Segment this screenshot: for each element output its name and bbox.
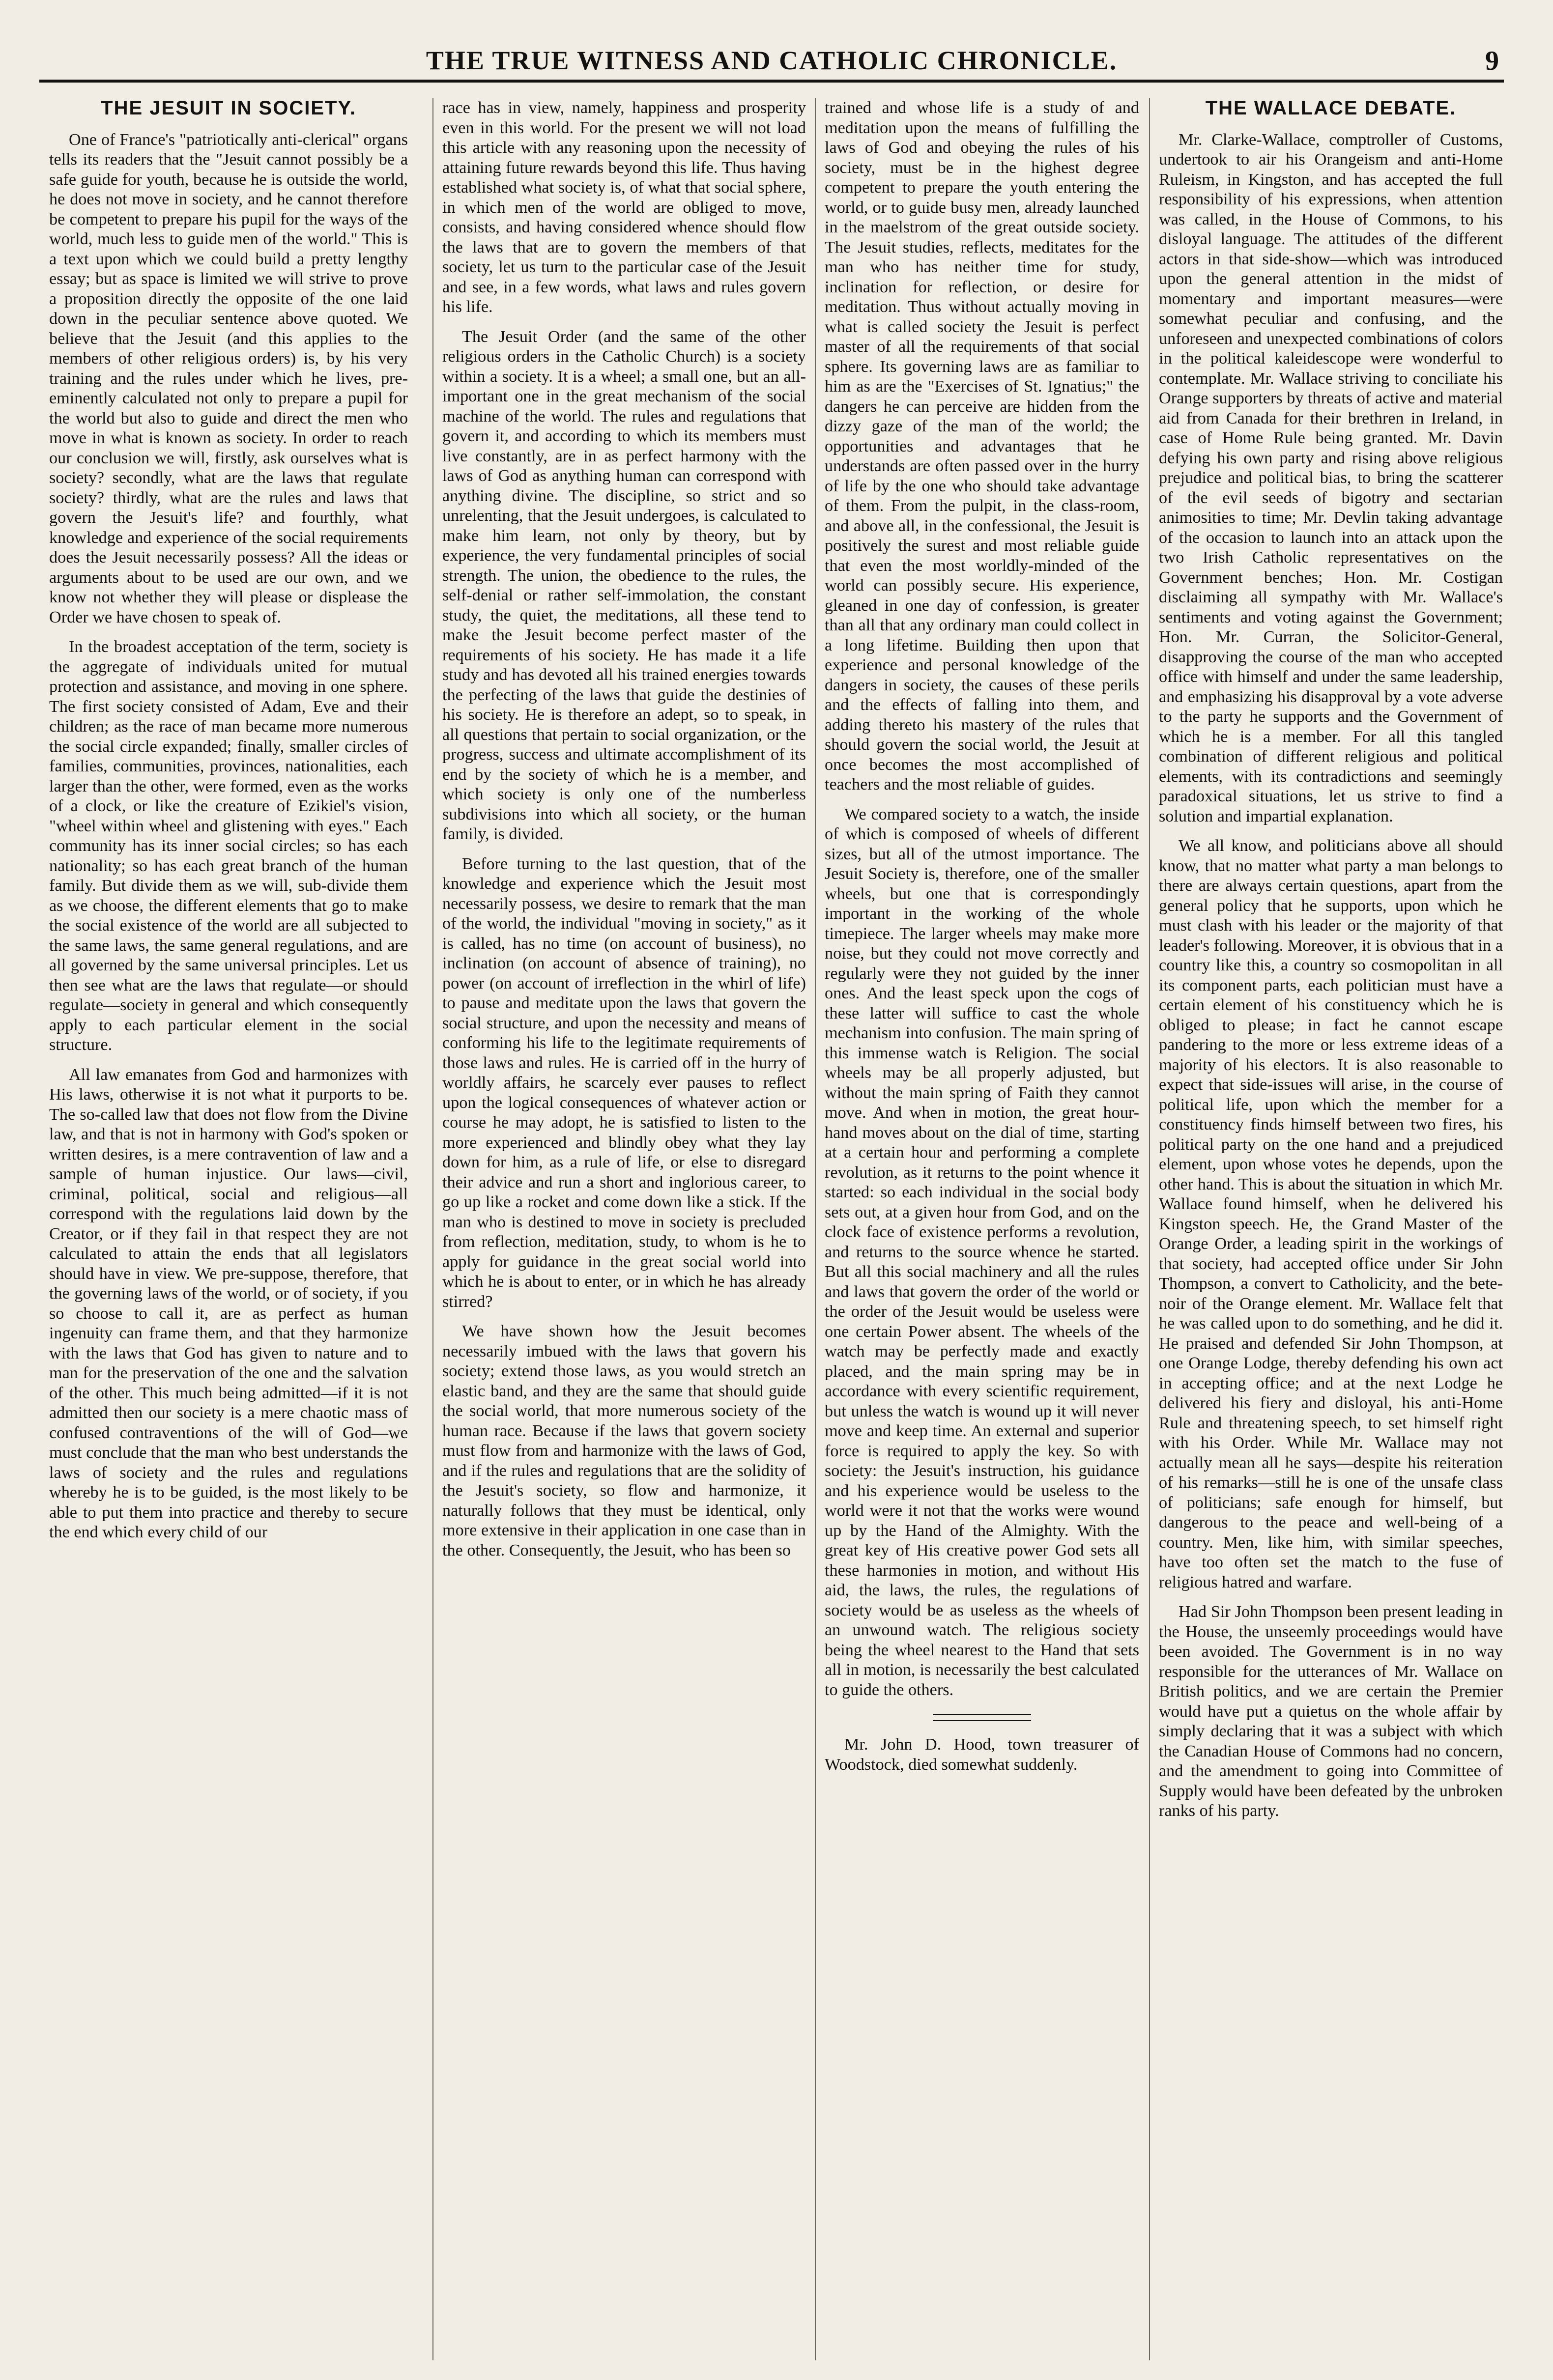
article-heading-wallace: THE WALLACE DEBATE. bbox=[1205, 98, 1457, 119]
article-paragraph: In the broadest acceptation of the term, society is the aggregate of individuals united for mutual protection and assistance, and moving in one sphere. The first society consisted of Adam, Eve and their children; as the race of man became more numerous the social circle expanded; finally, smaller circles of families, communities, provinces, nationalities, each larger than the other, were formed, even as the works of a clock, or like the creature of Ezikiel's vision, "wheel within wheel and glistening with eyes." Each community has its inner social circles; so has each nationality; so has each great branch of the human family. But divide them as we will, sub-divide them as we choose, the different elements that go to make the social existence of the world are all subjected to the same laws, the same general regulations, and are all governed by the same universal principles. Let us then see what are the laws that regulate—or should regulate—society in general and which consequently apply to each particular element in the social structure. bbox=[49, 638, 408, 1054]
column-1 bbox=[49, 98, 408, 2360]
article-paragraph: Had Sir John Thompson been present leading in the House, the unseemly proceedings would have been avoided. The Government is in no way responsible for the utterances of Mr. Wallace on British politics, and we are certain the Premier would have put a quietus on the whole affair by simply declaring that it was a subject with which the Canadian House of Commons had no concern, and the amendment to going into Committee of Supply would have been defeated by the unbroken ranks of his party. bbox=[1159, 1603, 1503, 1820]
newspaper-title: THE TRUE WITNESS AND CATHOLIC CHRONICLE. bbox=[426, 46, 1118, 75]
article-paragraph: Before turning to the last question, that of the knowledge and experience which the Jesuit most necessarily possess, we desire to remark that the man of the world, the individual "moving in society," as it is called, has no time (on account of business), no inclination (on account of absence of training), no power (on account of irreflection in the whirl of life) to pause and meditate upon the laws that govern the social structure, and upon the necessity and means of conforming his life to the legitimate requirements of those laws and rules. He is carried off in the hurry of worldly affairs, he scarcely ever pauses to reflect upon the logical consequences of whatever action or course he may adopt, he is satisfied to listen to the more experienced and blindly obey what they lay down for him, as a rule of life, or else to disregard their advice and run a short and inglorious career, to go up like a rocket and come down like a stick. If the man who is destined to move in society is precluded from reflection, meditation, study, to whom is he to apply for guidance in the great social world into which he is about to enter, or in which he has already stirred? bbox=[442, 854, 806, 1311]
masthead bbox=[39, 45, 1504, 83]
article-paragraph: All law emanates from God and harmonizes with His laws, otherwise it is not what it purports to be. The so-called law that does not flow from the Divine law, and that is not in harmony with God's spoken or written desires, is a mere contravention of law and a sample of human injustice. Our laws—civil, criminal, political, social and religious—all correspond with the regulations laid down by the Creator, or if they fail in that respect they are not calculated to attain the ends that all legislators should have in view. We pre-suppose, therefore, that the governing laws of the world, or of society, if you so choose to call it, are as perfect as human ingenuity can frame them, and that they harmonize with the laws that God has given to nature and to man for the preservation of the one and the salvation of the other. This much being admitted—if it is not admitted then our society is a mere chaotic mass of confused contraventions of the will of God—we must conclude that the man who best understands the laws of society and the rules and regulations whereby he is to be guided, is the most likely to be able to put them into practice and thereby to secure the end which every child of our bbox=[49, 1065, 408, 1541]
article-paragraph: We compared society to a watch, the inside of which is composed of wheels of different sizes, but all of the utmost importance. The Jesuit Society is, therefore, one of the smaller wheels, but one that is correspondingly important in the working of the whole timepiece. The larger wheels may make more noise, but they could not move correctly and regularly were they not guided by the inner ones. And the least speck upon the cogs of these latter will suffice to cast the whole mechanism into confusion. The main spring of this immense watch is Religion. The social wheels may be all properly adjusted, but without the main spring of Faith they cannot move. And when in motion, the great hour-hand moves about on the dial of time, starting at a certain hour and performing a complete revolution, as it returns to the point whence it started: so each individual in the social body sets out, at a given hour from God, and on the clock face of existence performs a revolution, and returns to the source whence he started. But all this social machinery and all the rules and laws that govern the order of the world or the order of the Jesuit would be useless were one certain Power absent. The wheels of the watch may be perfectly made and exactly placed, and the main spring may be in accordance with every scientific requirement, but unless the watch is wound up it will never move and keep time. An external and superior force is required to apply the key. So with society: the Jesuit's instruction, his guidance and his experience would be useless to the world were it not that the works were wound up by the Hand of the Almighty. With the great key of His creative power God sets all these harmonies in motion, and without His aid, the laws, the rules, the regulations of society would be as useless as the wheels of an unwound watch. The religious society being the wheel nearest to the Hand that sets all in motion, is necessarily the best calculated to guide the others. bbox=[825, 805, 1139, 1699]
death-notice: Mr. John D. Hood, town treasurer of Woodstock, died somewhat suddenly. bbox=[825, 1735, 1139, 1774]
column-2 bbox=[432, 98, 806, 2360]
column-4 bbox=[1149, 98, 1503, 2360]
article-paragraph: One of France's "patriotically anti-clerical" organs tells its readers that the "Jesuit cannot possibly be a safe guide for youth, because he is outside the world, he does not move in society, and he cannot therefore be competent to prepare his pupil for the ways of the world, much less to guide men of the world." This is a text upon which we could build a pretty lengthy essay; but as space is limited we will strive to prove a proposition directly the opposite of the one laid down in the peculiar sentence above quoted. We believe that the Jesuit (and this applies to the members of other religious orders) is, by his very training and the rules under which he lives, pre-eminently calculated not only to prepare a pupil for the world but also to guide and direct the men who move in what is known as society. In order to reach our conclusion we will, firstly, ask ourselves what is society? secondly, what are the laws that regulate society? thirdly, what are the rules and laws that govern the Jesuit's life? and fourthly, what knowledge and experience of the social requirements does the Jesuit necessarily possess? All the ideas or arguments about to be used are our own, and we know not whether they will please or displease the Order we have chosen to speak of. bbox=[49, 130, 408, 626]
article-paragraph: We all know, and politicians above all should know, that no matter what party a man belongs to there are always certain questions, apart from the general policy that he supports, upon which he must clash with his leader or the majority of that leader's following. Moreover, it is obvious that in a country like this, a country so cosmopolitan in all its component parts, each politician must have a certain element of his constituency which he is obliged to please; in fact he cannot escape pandering to the more or less extreme ideas of a majority of his electors. It is also reasonable to expect that side-issues will arise, in the course of political life, upon which the member for a constituency finds himself between two fires, his political party on the one hand and a prejudiced element, upon whose votes he depends, upon the other hand. This is about the situation in which Mr. Wallace found himself, when he delivered his Kingston speech. He, the Grand Master of the Orange Order, a leading spirit in the workings of that society, had accepted office under Sir John Thompson, a convert to Catholicity, and the bete-noir of the Orange element. Mr. Wallace felt that he was called upon to do something, and he did it. He praised and defended Sir John Thompson, at one Orange Lodge, thereby defending his own act in accepting office; and at the next Lodge he delivered his fiery and disloyal, his anti-Home Rule and threatening speech, to set himself right with his Order. While Mr. Wallace may not actually mean all he says—despite his reiteration of his remarks—still he is one of the unsafe class of politicians; safe enough for himself, but dangerous to the peace and well-being of a country. Men, like him, with similar speeches, have too often set the match to the fuse of religious hatred and warfare. bbox=[1159, 837, 1503, 1591]
article-paragraph: trained and whose life is a study of and meditation upon the means of fulfilling the laws of God and obeying the rules of his society, must be in the highest degree competent to prepare the youth entering the world, or to guide busy men, already launched in the maelstrom of the great outside society. The Jesuit studies, reflects, meditates for the man who has neither time for study, inclination for reflection, or desire for meditation. Thus without actually moving in what is called society the Jesuit is perfect master of all the requirements of that social sphere. Its governing laws are as familiar to him as are the "Exercises of St. Ignatius;" the dangers he can perceive are hidden from the dizzy gaze of the man of the world; the opportunities and advantages that he understands are often passed over in the hurry of life by the one who should take advantage of them. From the pulpit, in the class-room, and above all, in the confessional, the Jesuit is positively the surest and most reliable guide that even the most worldly-minded of the world can possibly secure. His experience, gleaned in one day of confession, is greater than all that any ordinary man could collect in a long lifetime. Building then upon that experience and personal knowledge of the dangers in society, the causes of these perils and the effects of falling into them, and adding thereto his mastery of the rules that should govern the social world, the Jesuit at once becomes the most accomplished of teachers and the most reliable of guides. bbox=[825, 99, 1139, 793]
page-number: 9 bbox=[1485, 46, 1499, 76]
article-paragraph: Mr. Clarke-Wallace, comptroller of Customs, undertook to air his Orangeism and anti-Home Ruleism, in Kingston, and has accepted the full responsibility of his expressions, when attention was called, in the House of Commons, to his disloyal language. The attitudes of the different actors in that side-show—which was introduced upon the general attention in the midst of momentary and important measures—were somewhat peculiar and confusing, and the unforeseen and unexpected combinations of colors in the political kaleidescope were wonderful to contemplate. Mr. Wallace striving to conciliate his Orange supporters by threats of active and material aid from Canada for their brethren in Ireland, in case of Home Rule being granted. Mr. Davin defying his own party and rising above religious prejudice and political bias, to bring the scatterer of the evil seeds of bigotry and sectarian animosities to time; Mr. Devlin taking advantage of the occasion to launch into an attack upon the two Irish Catholic representatives on the Government benches; Hon. Mr. Costigan disclaiming all sympathy with Mr. Wallace's sentiments and voting against the Government; Hon. Mr. Curran, the Solicitor-General, disapproving the course of the man who accepted office with himself and under the same leadership, and emphasizing his disapproval by a vote adverse to the party he supports and the Government of which he is a member. For all this tangled combination of different religious and political elements, with its contradictions and seemingly paradoxical situations, let us strive to find a solution and impartial explanation. bbox=[1159, 130, 1503, 825]
column-3 bbox=[815, 98, 1139, 2360]
article-paragraph: The Jesuit Order (and the same of the other religious orders in the Catholic Church) is a society within a society. It is a wheel; a small one, but an all-important one in the great mechanism of the social machine of the world. The rules and regulations that govern it, and according to which its members must live constantly, are in as perfect harmony with the laws of God as anything human can correspond with anything divine. The discipline, so strict and so unrelenting, that the Jesuit undergoes, is calculated to make him learn, not only by theory, but by experience, the very fundamental principles of social strength. The union, the obedience to the rules, the self-denial or rather self-immolation, the constant study, the quiet, the meditations, all these tend to make the Jesuit become perfect master of the requirements of his society. He has made it a life study and has devoted all his trained energies towards the perfecting of the laws that guide the destinies of his society. He is therefore an adept, so to speak, in all questions that pertain to social organization, or the progress, success and ultimate accomplishment of its end by the society of which he is a member, and which society is only one of the numberless subdivisions into which all society, or the human family, is divided. bbox=[442, 327, 806, 843]
column-divider-rule bbox=[933, 1714, 1031, 1721]
article-paragraph: We have shown how the Jesuit becomes necessarily imbued with the laws that govern his society; extend those laws, as you would stretch an elastic band, and they are the same that should guide the social world, that more numerous society of the human race. Because if the laws that govern society must flow from and harmonize with the laws of God, and if the rules and regulations that are the solidity of the Jesuit's society, so flow and harmonize, it naturally follows that they must be identical, only more extensive in their application in one case than in the other. Consequently, the Jesuit, who has been so bbox=[442, 1322, 806, 1559]
article-heading-jesuit: THE JESUIT IN SOCIETY. bbox=[101, 98, 356, 119]
article-paragraph: race has in view, namely, happiness and prosperity even in this world. For the present we will not load this article with any reasoning upon the necessity of attaining future rewards beyond this life. Thus having established what society is, of what that social sphere, in which men of the world are obliged to move, consists, and having considered whence should flow the laws that are to govern the members of that society, let us turn to the particular case of the Jesuit and see, in a few words, what laws and rules govern his life. bbox=[442, 99, 806, 316]
